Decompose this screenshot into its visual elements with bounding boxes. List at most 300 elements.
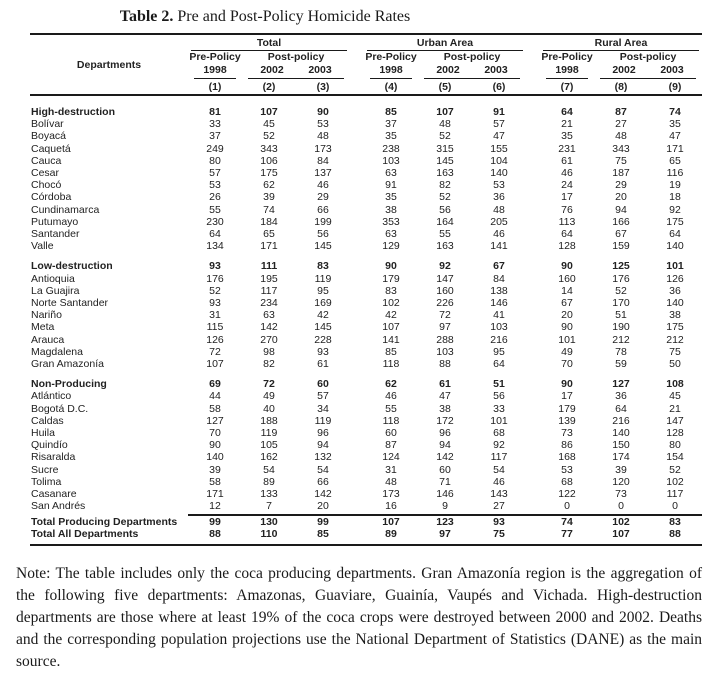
rate-cell: 315 — [436, 142, 454, 155]
rate-cell: 47 — [669, 130, 681, 143]
rate-cell: 67 — [493, 260, 505, 273]
rate-cell: 57 — [317, 390, 329, 403]
column-spacer — [350, 309, 364, 321]
department-label: Gran Amazonía — [31, 358, 104, 371]
year-header-1998: 1998 — [194, 64, 236, 79]
column-spacer — [526, 191, 540, 203]
rate-cell: 42 — [317, 309, 329, 322]
rate-cell: 117 — [490, 451, 508, 464]
rate-cell: 97 — [439, 321, 451, 334]
table-body — [30, 96, 702, 513]
rate-cell: 59 — [615, 358, 627, 371]
table-row — [30, 309, 702, 321]
rate-cell: 140 — [666, 297, 684, 310]
rate-cell: 141 — [382, 333, 400, 346]
column-spacer — [526, 118, 540, 130]
rate-cell: 147 — [436, 272, 454, 285]
table-row — [30, 143, 702, 155]
rate-cell: 39 — [615, 463, 627, 476]
department-label: Quindío — [31, 439, 68, 452]
rate-cell: 117 — [260, 284, 278, 297]
rate-cell: 63 — [385, 228, 397, 241]
column-spacer — [526, 240, 540, 252]
rate-cell: 52 — [669, 463, 681, 476]
rate-cell: 84 — [317, 154, 329, 167]
rate-cell: 78 — [615, 345, 627, 358]
rate-cell: 18 — [669, 191, 681, 204]
rate-cell: 39 — [209, 463, 221, 476]
rate-cell: 176 — [206, 272, 224, 285]
rate-cell: 24 — [561, 179, 573, 192]
rate-cell: 103 — [436, 345, 454, 358]
year-header-pair — [424, 64, 520, 79]
department-label: Atlántico — [31, 390, 72, 403]
pre-policy-header: Pre-Policy — [541, 51, 593, 63]
rate-cell: 53 — [493, 179, 505, 192]
rate-cell: 80 — [669, 439, 681, 452]
rate-cell: 88 — [439, 358, 451, 371]
table-row — [30, 285, 702, 297]
rate-cell: 179 — [558, 402, 576, 415]
department-label: Arauca — [31, 333, 65, 346]
rate-cell: 48 — [493, 203, 505, 216]
rate-cell: 67 — [615, 228, 627, 241]
year-header-2002: 2002 — [260, 64, 284, 76]
department-label: Putumayo — [31, 215, 79, 228]
column-number: (6) — [492, 81, 506, 93]
rate-cell: 90 — [385, 260, 397, 273]
rate-cell: 55 — [209, 203, 221, 216]
rate-cell: 111 — [260, 260, 278, 273]
column-spacer — [526, 427, 540, 439]
rate-cell: 52 — [439, 191, 451, 204]
table-row — [30, 130, 702, 142]
rate-cell: 118 — [382, 414, 400, 427]
column-spacer — [350, 439, 364, 451]
column-number: (9) — [668, 81, 682, 93]
rate-cell: 93 — [493, 515, 505, 528]
rate-cell: 159 — [612, 240, 630, 253]
rate-cell: 212 — [666, 333, 684, 346]
rate-cell: 45 — [669, 390, 681, 403]
rate-cell: 57 — [493, 118, 505, 131]
rate-cell: 343 — [612, 142, 630, 155]
rate-cell: 90 — [561, 321, 573, 334]
year-header-2003: 2003 — [308, 64, 332, 76]
rate-cell: 21 — [669, 402, 681, 415]
rate-cell: 46 — [493, 228, 505, 241]
rate-cell: 99 — [209, 515, 221, 528]
rate-cell: 31 — [385, 463, 397, 476]
rate-cell: 173 — [314, 142, 332, 155]
department-label: Córdoba — [31, 191, 72, 204]
post-policy-header: Post-policy — [619, 51, 677, 63]
rate-cell: 41 — [493, 309, 505, 322]
rate-cell: 163 — [436, 240, 454, 253]
department-label: Casanare — [31, 488, 77, 501]
rate-cell: 108 — [666, 378, 684, 391]
rate-cell: 35 — [385, 130, 397, 143]
rate-cell: 92 — [669, 203, 681, 216]
rate-cell: 33 — [209, 118, 221, 131]
section-header-row — [30, 260, 702, 272]
table-row — [30, 464, 702, 476]
rate-cell: 122 — [558, 488, 576, 501]
rate-cell: 87 — [615, 106, 627, 118]
rate-cell: 270 — [260, 333, 278, 346]
column-spacer — [350, 143, 364, 155]
table-row — [30, 204, 702, 216]
rate-cell: 64 — [615, 402, 627, 415]
column-spacer — [526, 309, 540, 321]
rate-cell: 137 — [314, 167, 332, 180]
rate-cell: 145 — [314, 321, 332, 334]
rate-cell: 56 — [493, 390, 505, 403]
column-spacer — [350, 334, 364, 346]
rate-cell: 110 — [260, 527, 278, 540]
rate-cell: 92 — [439, 260, 451, 273]
rate-cell: 90 — [209, 439, 221, 452]
rate-cell: 102 — [666, 475, 684, 488]
rate-cell: 82 — [439, 179, 451, 192]
rate-cell: 39 — [263, 191, 275, 204]
rate-cell: 74 — [263, 203, 275, 216]
rate-cell: 83 — [385, 284, 397, 297]
rate-cell: 238 — [382, 142, 400, 155]
post-policy-header: Post-policy — [267, 51, 325, 63]
rate-cell: 82 — [263, 358, 275, 371]
rate-cell: 46 — [561, 167, 573, 180]
year-header-2003: 2003 — [484, 64, 508, 76]
rate-cell: 55 — [439, 228, 451, 241]
rate-cell: 143 — [490, 488, 508, 501]
year-header-2003: 2003 — [660, 64, 684, 76]
rate-cell: 55 — [385, 402, 397, 415]
section-header-row — [30, 106, 702, 118]
table-title — [30, 8, 500, 26]
rate-cell: 115 — [206, 321, 224, 334]
rate-cell: 94 — [615, 203, 627, 216]
column-spacer — [526, 130, 540, 142]
column-spacer — [350, 516, 364, 528]
rate-cell: 48 — [439, 118, 451, 131]
column-spacer — [350, 464, 364, 476]
rate-cell: 93 — [209, 260, 221, 273]
rate-cell: 48 — [615, 130, 627, 143]
rate-cell: 75 — [669, 345, 681, 358]
column-spacer — [350, 321, 364, 333]
rate-cell: 34 — [317, 402, 329, 415]
rate-cell: 184 — [260, 215, 278, 228]
column-spacer — [526, 415, 540, 427]
department-label: Caldas — [31, 414, 64, 427]
column-spacer — [350, 378, 364, 390]
column-spacer — [350, 216, 364, 228]
rate-cell: 83 — [669, 515, 681, 528]
rate-cell: 107 — [382, 515, 400, 528]
rate-cell: 61 — [317, 358, 329, 371]
rate-cell: 107 — [382, 321, 400, 334]
rate-cell: 90 — [561, 378, 573, 391]
department-label: Total Producing Departments — [31, 515, 178, 528]
rate-cell: 77 — [561, 527, 573, 540]
rate-cell: 126 — [666, 272, 684, 285]
column-spacer — [526, 488, 540, 500]
column-spacer — [526, 143, 540, 155]
rate-cell: 17 — [561, 390, 573, 403]
section-header-row — [30, 378, 702, 390]
rate-cell: 53 — [209, 179, 221, 192]
year-header-pair — [600, 64, 696, 79]
rate-cell: 0 — [564, 500, 570, 513]
rate-cell: 16 — [385, 500, 397, 513]
rate-cell: 61 — [439, 378, 451, 391]
column-spacer — [350, 297, 364, 309]
rate-cell: 74 — [561, 515, 573, 528]
rate-cell: 54 — [317, 463, 329, 476]
rate-cell: 68 — [561, 475, 573, 488]
rate-cell: 123 — [436, 515, 454, 528]
table-row — [30, 155, 702, 167]
rate-cell: 113 — [558, 215, 576, 228]
department-label: La Guajira — [31, 284, 80, 297]
rate-cell: 89 — [385, 527, 397, 540]
rate-cell: 127 — [612, 378, 630, 391]
rate-cell: 96 — [317, 427, 329, 440]
column-spacer — [350, 415, 364, 427]
table-row — [30, 273, 702, 285]
rate-cell: 46 — [385, 390, 397, 403]
column-number: (2) — [262, 81, 276, 93]
rate-cell: 64 — [493, 358, 505, 371]
rate-cell: 212 — [612, 333, 630, 346]
rate-cell: 88 — [669, 527, 681, 540]
table-row — [30, 476, 702, 488]
column-spacer — [350, 427, 364, 439]
rate-cell: 138 — [490, 284, 508, 297]
rate-cell: 48 — [385, 475, 397, 488]
rate-cell: 72 — [439, 309, 451, 322]
column-number: (8) — [614, 81, 628, 93]
rate-cell: 187 — [612, 167, 630, 180]
rate-cell: 107 — [436, 106, 454, 118]
column-spacer — [350, 106, 364, 118]
rate-cell: 140 — [666, 240, 684, 253]
rate-cell: 140 — [206, 451, 224, 464]
rate-cell: 69 — [209, 378, 221, 391]
rate-cell: 172 — [436, 414, 454, 427]
rate-cell: 170 — [612, 297, 630, 310]
table-row — [30, 240, 702, 252]
rate-cell: 60 — [317, 378, 329, 391]
rate-cell: 179 — [382, 272, 400, 285]
rate-cell: 175 — [666, 215, 684, 228]
rate-cell: 145 — [314, 240, 332, 253]
year-header-2002: 2002 — [612, 64, 636, 76]
rate-cell: 45 — [263, 118, 275, 131]
column-spacer — [350, 130, 364, 142]
rate-cell: 140 — [490, 167, 508, 180]
department-label: Low-destruction — [31, 260, 113, 273]
rate-cell: 231 — [558, 142, 576, 155]
column-spacer — [350, 346, 364, 358]
rate-cell: 91 — [493, 106, 505, 118]
rate-cell: 71 — [439, 475, 451, 488]
table-row — [30, 439, 702, 451]
department-label: Cesar — [31, 167, 60, 180]
homicide-rates-table — [30, 33, 702, 546]
column-spacer — [350, 273, 364, 285]
rate-cell: 139 — [558, 414, 576, 427]
rate-cell: 160 — [436, 284, 454, 297]
rate-cell: 104 — [490, 154, 508, 167]
rate-cell: 103 — [382, 154, 400, 167]
rate-cell: 57 — [209, 167, 221, 180]
column-spacer — [526, 179, 540, 191]
column-spacer — [526, 273, 540, 285]
rate-cell: 117 — [666, 488, 684, 501]
rate-cell: 146 — [436, 488, 454, 501]
department-label: San Andrés — [31, 500, 86, 513]
rate-cell: 80 — [209, 154, 221, 167]
column-number: (3) — [316, 81, 330, 93]
rate-cell: 52 — [439, 130, 451, 143]
rate-cell: 93 — [317, 345, 329, 358]
department-label: Cundinamarca — [31, 203, 100, 216]
column-spacer — [526, 334, 540, 346]
rate-cell: 124 — [382, 451, 400, 464]
rate-cell: 20 — [615, 191, 627, 204]
table-title-number: Table 2. — [119, 8, 174, 25]
rate-cell: 195 — [260, 272, 278, 285]
department-label: Santander — [31, 228, 80, 241]
rate-cell: 76 — [561, 203, 573, 216]
rate-cell: 27 — [615, 118, 627, 131]
table-row — [30, 167, 702, 179]
rate-cell: 64 — [669, 228, 681, 241]
department-label: Nariño — [31, 309, 62, 322]
rate-cell: 65 — [263, 228, 275, 241]
rate-cell: 73 — [561, 427, 573, 440]
rate-cell: 66 — [317, 475, 329, 488]
department-label: Meta — [31, 321, 55, 334]
department-label: Valle — [31, 240, 54, 253]
rate-cell: 171 — [260, 240, 278, 253]
rate-cell: 86 — [561, 439, 573, 452]
rate-cell: 171 — [206, 488, 224, 501]
rate-cell: 126 — [206, 333, 224, 346]
column-spacer — [350, 403, 364, 415]
rate-cell: 150 — [612, 439, 630, 452]
year-header-1998: 1998 — [370, 64, 412, 79]
year-header-pair — [248, 64, 344, 79]
rate-cell: 288 — [436, 333, 454, 346]
rate-cell: 99 — [317, 515, 329, 528]
column-spacer — [526, 390, 540, 402]
column-spacer — [350, 528, 364, 540]
rate-cell: 63 — [263, 309, 275, 322]
rate-cell: 67 — [561, 297, 573, 310]
rate-cell: 38 — [439, 402, 451, 415]
table-row — [30, 297, 702, 309]
department-label: Non-Producing — [31, 378, 107, 391]
table-row — [30, 191, 702, 203]
rate-cell: 155 — [490, 142, 508, 155]
rate-cell: 0 — [672, 500, 678, 513]
rate-cell: 107 — [206, 358, 224, 371]
rate-cell: 119 — [260, 427, 278, 440]
rate-cell: 20 — [561, 309, 573, 322]
rate-cell: 42 — [385, 309, 397, 322]
rate-cell: 188 — [260, 414, 278, 427]
column-spacer — [526, 464, 540, 476]
column-spacer — [350, 488, 364, 500]
rate-cell: 199 — [314, 215, 332, 228]
rate-cell: 31 — [209, 309, 221, 322]
total-row — [30, 528, 702, 540]
rate-cell: 53 — [317, 118, 329, 131]
departments-column-header: Departments — [76, 59, 142, 71]
table-row — [30, 403, 702, 415]
rate-cell: 101 — [558, 333, 576, 346]
rate-cell: 46 — [317, 179, 329, 192]
table-row — [30, 451, 702, 463]
column-spacer — [526, 228, 540, 240]
department-label: Cauca — [31, 154, 62, 167]
rate-cell: 228 — [314, 333, 332, 346]
rate-cell: 116 — [666, 167, 684, 180]
rate-cell: 101 — [666, 260, 684, 273]
group-header-total: Total — [191, 36, 347, 51]
rate-cell: 81 — [209, 106, 221, 118]
rate-cell: 119 — [314, 272, 332, 285]
table-row — [30, 488, 702, 500]
rate-cell: 54 — [263, 463, 275, 476]
column-spacer — [526, 216, 540, 228]
rate-cell: 142 — [436, 451, 454, 464]
rate-cell: 36 — [669, 284, 681, 297]
rate-cell: 154 — [666, 451, 684, 464]
rate-cell: 9 — [442, 500, 448, 513]
rate-cell: 21 — [561, 118, 573, 131]
column-spacer — [526, 500, 540, 512]
rate-cell: 47 — [493, 130, 505, 143]
rate-cell: 133 — [260, 488, 278, 501]
rate-cell: 93 — [209, 297, 221, 310]
group-header-urban-area: Urban Area — [367, 36, 523, 51]
rate-cell: 173 — [382, 488, 400, 501]
column-spacer — [350, 179, 364, 191]
rate-cell: 20 — [317, 500, 329, 513]
rate-cell: 75 — [615, 154, 627, 167]
table-row — [30, 500, 702, 512]
rate-cell: 17 — [561, 191, 573, 204]
department-label: High-destruction — [31, 106, 115, 118]
rate-cell: 54 — [493, 463, 505, 476]
column-spacer — [526, 403, 540, 415]
column-number: (5) — [438, 81, 452, 93]
rate-cell: 98 — [263, 345, 275, 358]
column-spacer — [350, 228, 364, 240]
rate-cell: 91 — [385, 179, 397, 192]
column-spacer — [526, 167, 540, 179]
rate-cell: 85 — [385, 106, 397, 118]
rate-cell: 176 — [612, 272, 630, 285]
column-spacer — [350, 390, 364, 402]
rate-cell: 63 — [385, 167, 397, 180]
rate-cell: 35 — [385, 191, 397, 204]
rate-cell: 58 — [209, 475, 221, 488]
